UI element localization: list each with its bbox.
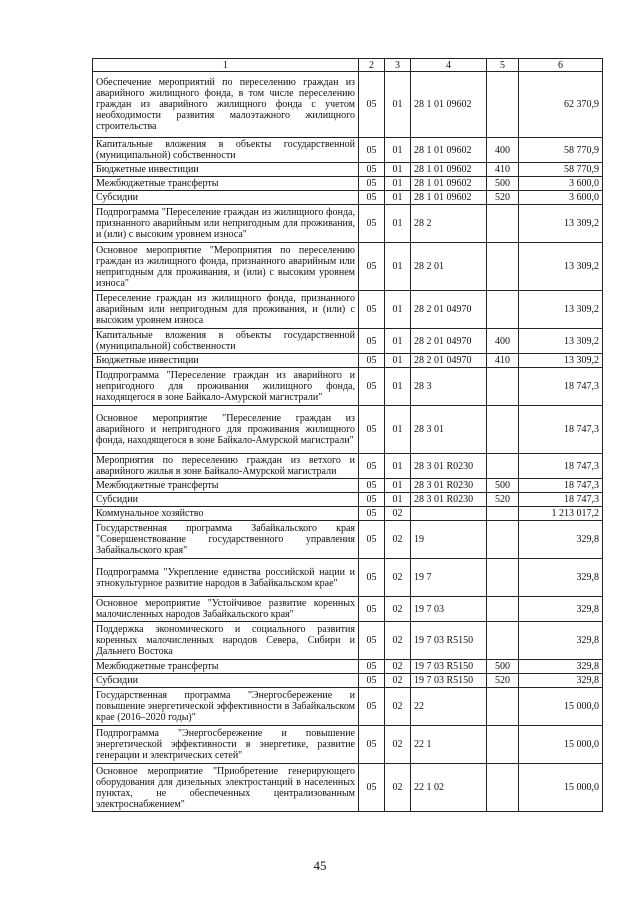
row-target-code-cell: 28 3 01 R0230 [411, 479, 487, 493]
row-amount-cell: 329,8 [519, 559, 603, 597]
row-expense-type-cell [487, 72, 519, 138]
row-amount-cell: 62 370,9 [519, 72, 603, 138]
row-subsection-cell: 01 [385, 479, 411, 493]
row-amount-cell: 58 770,9 [519, 163, 603, 177]
row-amount-cell: 15 000,0 [519, 764, 603, 812]
row-target-code-cell: 22 1 02 [411, 764, 487, 812]
table-row [93, 597, 603, 622]
row-expense-type-cell: 400 [487, 138, 519, 163]
table-row [93, 559, 603, 597]
header-cell: 6 [519, 59, 603, 72]
row-expense-type-cell [487, 597, 519, 622]
row-name-cell: Межбюджетные трансферты [93, 479, 359, 493]
row-amount-cell: 329,8 [519, 597, 603, 622]
row-target-code-cell: 19 7 [411, 559, 487, 597]
row-subsection-cell: 02 [385, 559, 411, 597]
table-row [93, 291, 603, 329]
row-target-code-cell: 28 1 01 09602 [411, 177, 487, 191]
row-amount-cell: 3 600,0 [519, 177, 603, 191]
budget-table [92, 58, 603, 812]
row-amount-cell: 15 000,0 [519, 726, 603, 764]
header-cell: 4 [411, 59, 487, 72]
row-amount-cell: 13 309,2 [519, 291, 603, 329]
row-name-cell: Основное мероприятие "Переселение граждан из аварийного и непригодного для проживания жилищного фонда, находящегося в зоне Байкало-Амурской магистрали" [93, 406, 359, 454]
row-target-code-cell: 19 7 03 R5150 [411, 660, 487, 674]
header-cell: 2 [359, 59, 385, 72]
row-section-cell: 05 [359, 726, 385, 764]
row-section-cell: 05 [359, 368, 385, 406]
row-expense-type-cell: 520 [487, 191, 519, 205]
table-row [93, 406, 603, 454]
row-target-code-cell: 19 7 03 R5150 [411, 674, 487, 688]
row-target-code-cell: 22 1 [411, 726, 487, 764]
row-expense-type-cell: 410 [487, 354, 519, 368]
row-section-cell: 05 [359, 660, 385, 674]
table-row [93, 354, 603, 368]
row-name-cell: Основное мероприятие "Приобретение генерирующего оборудования для дизельных электростанций в населенных пунктах, не обеспеченных централизованным электроснабжением" [93, 764, 359, 812]
row-target-code-cell: 28 2 01 04970 [411, 354, 487, 368]
row-name-cell: Основное мероприятие "Мероприятия по переселению граждан из жилищного фонда, признанного аварийным или непригодным для проживания, и (или) с высоким уровнем износа" [93, 243, 359, 291]
header-cell: 1 [93, 59, 359, 72]
row-name-cell: Субсидии [93, 674, 359, 688]
row-target-code-cell: 28 1 01 09602 [411, 191, 487, 205]
row-amount-cell: 3 600,0 [519, 191, 603, 205]
row-subsection-cell: 01 [385, 406, 411, 454]
row-subsection-cell: 01 [385, 205, 411, 243]
row-name-cell: Подпрограмма "Энергосбережение и повышение энергетической эффективности в энергетике, развитие генерации и электрических сетей" [93, 726, 359, 764]
row-amount-cell: 13 309,2 [519, 329, 603, 354]
row-name-cell: Коммунальное хозяйство [93, 507, 359, 521]
row-subsection-cell: 01 [385, 163, 411, 177]
row-section-cell: 05 [359, 329, 385, 354]
row-name-cell: Обеспечение мероприятий по переселению граждан из аварийного жилищного фонда, в том числе переселению граждан из аварийного жилищного фонда с учетом необходимости развития малоэтажного жилищного строительства [93, 72, 359, 138]
row-expense-type-cell: 520 [487, 674, 519, 688]
table-row [93, 243, 603, 291]
row-target-code-cell: 28 3 01 R0230 [411, 454, 487, 479]
row-expense-type-cell [487, 205, 519, 243]
row-target-code-cell: 19 7 03 [411, 597, 487, 622]
row-target-code-cell: 22 [411, 688, 487, 726]
row-expense-type-cell [487, 406, 519, 454]
row-target-code-cell: 28 3 01 R0230 [411, 493, 487, 507]
row-name-cell: Бюджетные инвестиции [93, 163, 359, 177]
row-subsection-cell: 02 [385, 507, 411, 521]
row-subsection-cell: 02 [385, 597, 411, 622]
row-subsection-cell: 01 [385, 243, 411, 291]
row-amount-cell: 329,8 [519, 660, 603, 674]
row-amount-cell: 13 309,2 [519, 243, 603, 291]
row-amount-cell: 18 747,3 [519, 454, 603, 479]
table-row [93, 205, 603, 243]
row-section-cell: 05 [359, 559, 385, 597]
row-subsection-cell: 01 [385, 177, 411, 191]
row-expense-type-cell [487, 507, 519, 521]
row-amount-cell: 329,8 [519, 622, 603, 660]
row-name-cell: Субсидии [93, 493, 359, 507]
row-section-cell: 05 [359, 521, 385, 559]
table-row [93, 72, 603, 138]
row-name-cell: Мероприятия по переселению граждан из ветхого и аварийного жилья в зоне Байкало-Амурской магистрали [93, 454, 359, 479]
row-subsection-cell: 01 [385, 138, 411, 163]
row-section-cell: 05 [359, 764, 385, 812]
row-section-cell: 05 [359, 597, 385, 622]
table-row [93, 622, 603, 660]
row-section-cell: 05 [359, 163, 385, 177]
table-row [93, 688, 603, 726]
row-section-cell: 05 [359, 454, 385, 479]
row-subsection-cell: 01 [385, 72, 411, 138]
row-target-code-cell: 28 1 01 09602 [411, 72, 487, 138]
page-number: 45 [313, 858, 327, 873]
row-section-cell: 05 [359, 622, 385, 660]
row-subsection-cell: 02 [385, 726, 411, 764]
row-name-cell: Переселение граждан из жилищного фонда, признанного аварийным или непригодным для проживания, и (или) с высоким уровнем износа [93, 291, 359, 329]
row-section-cell: 05 [359, 354, 385, 368]
row-subsection-cell: 01 [385, 191, 411, 205]
row-subsection-cell: 02 [385, 764, 411, 812]
table-row [93, 764, 603, 812]
row-section-cell: 05 [359, 177, 385, 191]
row-amount-cell: 18 747,3 [519, 493, 603, 507]
row-name-cell: Капитальные вложения в объекты государственной (муниципальной) собственности [93, 138, 359, 163]
row-expense-type-cell [487, 454, 519, 479]
row-amount-cell: 18 747,3 [519, 479, 603, 493]
table-row [93, 368, 603, 406]
row-target-code-cell: 28 2 01 04970 [411, 291, 487, 329]
table-row [93, 163, 603, 177]
table-row [93, 479, 603, 493]
row-section-cell: 05 [359, 406, 385, 454]
row-name-cell: Поддержка экономического и социального развития коренных малочисленных народов Севера, Сибири и Дальнего Востока [93, 622, 359, 660]
row-section-cell: 05 [359, 507, 385, 521]
table-row [93, 726, 603, 764]
row-section-cell: 05 [359, 72, 385, 138]
table-row [93, 329, 603, 354]
row-target-code-cell [411, 507, 487, 521]
row-target-code-cell: 19 [411, 521, 487, 559]
table-body [93, 72, 603, 812]
row-name-cell: Капитальные вложения в объекты государственной (муниципальной) собственности [93, 329, 359, 354]
table-row [93, 493, 603, 507]
row-subsection-cell: 02 [385, 622, 411, 660]
row-subsection-cell: 01 [385, 368, 411, 406]
row-target-code-cell: 28 2 01 04970 [411, 329, 487, 354]
row-name-cell: Межбюджетные трансферты [93, 177, 359, 191]
row-expense-type-cell [487, 521, 519, 559]
row-subsection-cell: 01 [385, 354, 411, 368]
row-expense-type-cell: 500 [487, 479, 519, 493]
row-target-code-cell: 28 3 01 [411, 406, 487, 454]
row-section-cell: 05 [359, 243, 385, 291]
row-target-code-cell: 28 3 [411, 368, 487, 406]
table-row [93, 507, 603, 521]
row-subsection-cell: 01 [385, 493, 411, 507]
row-expense-type-cell [487, 368, 519, 406]
row-subsection-cell: 02 [385, 660, 411, 674]
row-target-code-cell: 19 7 03 R5150 [411, 622, 487, 660]
row-expense-type-cell: 400 [487, 329, 519, 354]
row-amount-cell: 18 747,3 [519, 368, 603, 406]
row-name-cell: Подпрограмма "Переселение граждан из жилищного фонда, признанного аварийным или непригодным для проживания, и (или) с высоким уровнем износа" [93, 205, 359, 243]
row-expense-type-cell [487, 291, 519, 329]
row-section-cell: 05 [359, 493, 385, 507]
row-subsection-cell: 02 [385, 688, 411, 726]
row-amount-cell: 329,8 [519, 521, 603, 559]
row-name-cell: Подпрограмма "Укрепление единства российской нации и этнокультурное развитие народов в Забайкальском крае" [93, 559, 359, 597]
header-cell: 5 [487, 59, 519, 72]
row-subsection-cell: 01 [385, 329, 411, 354]
row-amount-cell: 13 309,2 [519, 354, 603, 368]
row-target-code-cell: 28 2 01 [411, 243, 487, 291]
table-row [93, 138, 603, 163]
row-expense-type-cell: 500 [487, 177, 519, 191]
row-target-code-cell: 28 2 [411, 205, 487, 243]
row-expense-type-cell: 410 [487, 163, 519, 177]
row-subsection-cell: 02 [385, 674, 411, 688]
row-expense-type-cell: 500 [487, 660, 519, 674]
row-expense-type-cell [487, 764, 519, 812]
table-row [93, 674, 603, 688]
row-name-cell: Государственная программа Забайкальского края "Совершенствование государственного управления Забайкальского края" [93, 521, 359, 559]
row-subsection-cell: 01 [385, 291, 411, 329]
row-subsection-cell: 02 [385, 521, 411, 559]
row-name-cell: Основное мероприятие "Устойчивое развитие коренных малочисленных народов Забайкальского края" [93, 597, 359, 622]
row-expense-type-cell [487, 559, 519, 597]
row-section-cell: 05 [359, 674, 385, 688]
row-expense-type-cell [487, 243, 519, 291]
row-subsection-cell: 01 [385, 454, 411, 479]
row-name-cell: Субсидии [93, 191, 359, 205]
row-expense-type-cell: 520 [487, 493, 519, 507]
table-row [93, 521, 603, 559]
header-cell: 3 [385, 59, 411, 72]
row-section-cell: 05 [359, 479, 385, 493]
row-name-cell: Подпрограмма "Переселение граждан из аварийного и непригодного для проживания жилищного фонда, находящегося в зоне Байкало-Амурской магистрали" [93, 368, 359, 406]
table-row [93, 454, 603, 479]
row-section-cell: 05 [359, 291, 385, 329]
row-expense-type-cell [487, 622, 519, 660]
row-amount-cell: 58 770,9 [519, 138, 603, 163]
row-name-cell: Государственная программа "Энергосбережение и повышение энергетической эффективности в Забайкальском крае (2016–2020 годы)" [93, 688, 359, 726]
row-amount-cell: 15 000,0 [519, 688, 603, 726]
row-name-cell: Межбюджетные трансферты [93, 660, 359, 674]
row-expense-type-cell [487, 688, 519, 726]
table-row [93, 177, 603, 191]
row-expense-type-cell [487, 726, 519, 764]
row-section-cell: 05 [359, 205, 385, 243]
row-amount-cell: 329,8 [519, 674, 603, 688]
row-section-cell: 05 [359, 191, 385, 205]
row-section-cell: 05 [359, 138, 385, 163]
row-amount-cell: 1 213 017,2 [519, 507, 603, 521]
row-section-cell: 05 [359, 688, 385, 726]
row-amount-cell: 13 309,2 [519, 205, 603, 243]
table-row [93, 191, 603, 205]
table-header-row [93, 59, 603, 72]
row-amount-cell: 18 747,3 [519, 406, 603, 454]
row-target-code-cell: 28 1 01 09602 [411, 163, 487, 177]
table-row [93, 660, 603, 674]
row-target-code-cell: 28 1 01 09602 [411, 138, 487, 163]
row-name-cell: Бюджетные инвестиции [93, 354, 359, 368]
